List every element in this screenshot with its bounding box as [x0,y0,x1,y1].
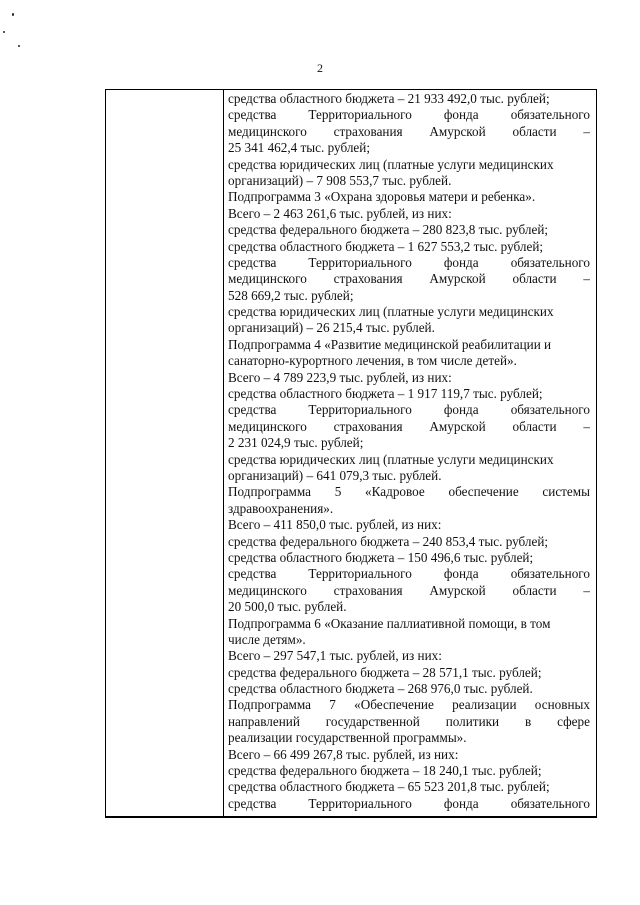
text-word: реализации государственной программы». [228,730,467,746]
text-word: медицинского [228,582,307,598]
text-word: средства областного бюджета – 21 933 492,0 тыс. рублей; [228,91,550,106]
text-line [228,239,590,255]
text-word: Подпрограмма 3 «Охрана здоровья матери и ребенка». [228,189,536,205]
text-word: медицинского [228,123,307,139]
text-line [228,730,590,746]
text-word: реализации [452,697,517,713]
text-word: средства юридических лиц (платные услуги медицинских [228,156,554,172]
text-word: организаций) – 7 908 553,7 тыс. рублей. [228,172,452,188]
text-word: политики [445,713,500,729]
text-line [228,484,590,500]
text-word: числе детям». [228,631,306,647]
text-word: фонда [443,795,479,811]
text-word: Подпрограмма 6 «Оказание паллиативной помощи, в том [228,615,551,631]
text-word: средства областного бюджета – 1 627 553,2 тыс. рублей; [228,238,544,254]
text-word: Амурской [429,418,486,434]
text-word: «Кадровое [365,484,425,500]
text-word: фонда [443,254,479,270]
text-word: 5 [334,484,342,500]
text-word: 25 341 462,4 тыс. рублей; [228,140,370,156]
text-word: в [524,713,532,729]
text-word: Территориального [308,795,412,811]
text-word: фонда [443,402,479,418]
text-word: организаций) – 641 079,3 тыс. рублей. [228,467,442,483]
text-word: средства [228,566,277,582]
text-line [228,665,590,681]
column-divider [223,90,224,816]
text-word: средства областного бюджета – 65 523 201,8 тыс. рублей; [228,779,550,795]
text-line [228,632,590,648]
text-word: 7 [329,697,336,713]
text-word: средства федерального бюджета – 28 571,1 тыс. рублей; [228,664,542,680]
text-word: Всего – 411 850,0 тыс. рублей, из них: [228,517,442,533]
text-word: – [583,582,590,598]
text-line [228,206,590,222]
text-word: области [512,123,557,139]
text-line [228,501,590,517]
text-line [228,124,590,140]
text-word: 20 500,0 тыс. рублей. [228,599,347,615]
scan-speck [3,31,5,33]
text-word: Амурской [429,123,486,139]
text-word: Всего – 4 789 223,9 тыс. рублей, из них: [228,369,452,385]
text-line [228,140,590,156]
text-line [228,353,590,369]
text-word: обязательного [510,107,590,123]
text-word: государственной [325,713,420,729]
text-line [228,402,590,418]
text-word: направлений [228,713,300,729]
page-number: 2 [317,61,323,75]
text-word: обязательного [510,795,590,811]
text-word: – [583,271,590,287]
text-line [228,599,590,615]
text-word: Всего – 297 547,1 тыс. рублей, из них: [228,648,442,664]
text-word: обязательного [510,566,590,582]
text-line [228,763,590,779]
text-line [228,714,590,730]
text-word: средства [228,795,277,811]
text-line [228,697,590,713]
text-word: Территориального [308,107,412,123]
text-line [228,681,590,697]
text-line [228,337,590,353]
text-line [228,173,590,189]
text-line [228,583,590,599]
text-word: страхования [333,271,403,287]
text-word: страхования [333,123,403,139]
text-word: системы [542,484,590,500]
text-word: средства [228,402,277,418]
text-word: организаций) – 26 215,4 тыс. рублей. [228,320,435,336]
text-line [228,222,590,238]
text-word: Всего – 66 499 267,8 тыс. рублей, из них: [228,746,459,762]
text-line [228,189,590,205]
text-word: средства областного бюджета – 1 917 119,7 тыс. рублей; [228,386,543,402]
text-word: сфере [557,713,590,729]
text-word: средства федерального бюджета – 280 823,8 тыс. рублей; [228,222,549,238]
scan-speck [12,13,14,16]
scan-speck [18,45,20,47]
text-line [228,517,590,533]
text-word: 2 231 024,9 тыс. рублей; [228,435,364,451]
text-word: средства федерального бюджета – 240 853,4 тыс. рублей; [228,533,549,549]
text-word: Подпрограмма [228,484,312,500]
funding-text-cell [228,91,590,812]
text-line [228,288,590,304]
text-line [228,255,590,271]
text-line [228,386,590,402]
text-word: обязательного [510,254,590,270]
text-word: страхования [333,418,403,434]
text-line [228,304,590,320]
text-line [228,747,590,763]
text-word: медицинского [228,271,307,287]
text-word: области [512,271,557,287]
text-word: Подпрограмма 4 «Развитие медицинской реабилитации и [228,336,552,352]
text-line [228,550,590,566]
text-word: средства областного бюджета – 150 496,6 тыс. рублей; [228,549,534,565]
text-word: средства [228,254,277,270]
text-word: Амурской [429,271,486,287]
text-word: 528 669,2 тыс. рублей; [228,287,354,303]
text-word: Подпрограмма [228,697,312,713]
text-word: Амурской [429,582,486,598]
text-word: Территориального [308,254,412,270]
text-word: – [583,123,590,139]
text-line [228,468,590,484]
text-line [228,91,590,107]
text-line [228,107,590,123]
program-table [105,89,597,818]
text-line [228,320,590,336]
text-word: фонда [443,566,479,582]
text-line [228,370,590,386]
text-word: «Обеспечение [354,697,434,713]
text-line [228,779,590,795]
text-word: – [583,418,590,434]
text-word: Территориального [308,566,412,582]
text-word: обеспечение [448,484,519,500]
text-line [228,616,590,632]
text-word: фонда [443,107,479,123]
text-word: здравоохранения». [228,500,334,516]
text-line [228,796,590,812]
text-word: средства областного бюджета – 268 976,0 тыс. рублей. [228,681,533,697]
text-word: средства юридических лиц (платные услуги медицинских [228,304,554,320]
text-line [228,419,590,435]
text-word: санаторно-курортного лечения, в том числе детей». [228,353,517,369]
text-word: страхования [333,582,403,598]
text-word: медицинского [228,418,307,434]
text-word: средства федерального бюджета – 18 240,1 тыс. рублей; [228,763,542,779]
text-word: Всего – 2 463 261,6 тыс. рублей, из них: [228,205,452,221]
text-line [228,534,590,550]
text-line [228,648,590,664]
text-word: средства юридических лиц (платные услуги медицинских [228,451,554,467]
text-word: основных [534,697,590,713]
text-line [228,271,590,287]
text-line [228,566,590,582]
text-line [228,435,590,451]
text-line [228,452,590,468]
text-word: средства [228,107,277,123]
text-word: Территориального [308,402,412,418]
text-line [228,157,590,173]
text-word: обязательного [510,402,590,418]
text-word: области [512,418,557,434]
text-word: области [512,582,557,598]
